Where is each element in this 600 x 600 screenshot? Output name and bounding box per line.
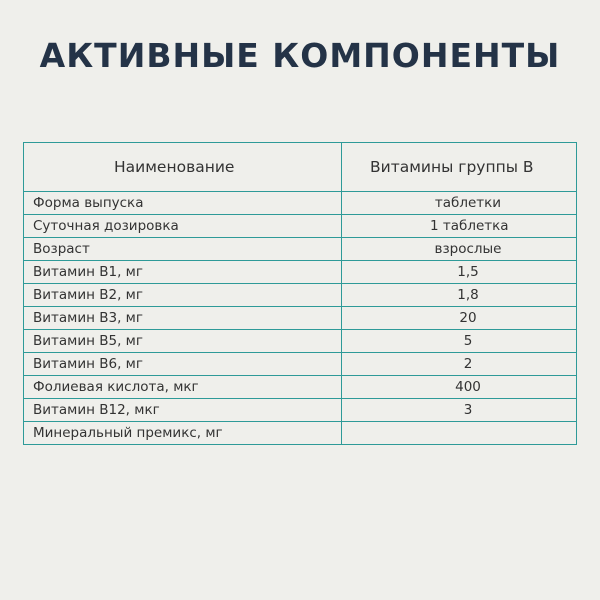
table-row [24, 353, 577, 376]
row-name: Минеральный премикс, мг [24, 422, 342, 445]
row-value [342, 307, 577, 330]
table-row [24, 422, 577, 445]
row-value [342, 399, 577, 422]
table-row [24, 261, 577, 284]
components-table [23, 142, 577, 445]
row-value-text: 2 [463, 356, 473, 372]
row-value [342, 330, 577, 353]
row-name: Витамин В5, мг [24, 330, 342, 353]
row-name: Витамин В12, мкг [24, 399, 342, 422]
page-title: АКТИВНЫЕ КОМПОНЕНТЫ [39, 36, 561, 75]
row-value [342, 215, 577, 238]
table-row [24, 215, 577, 238]
row-value [342, 261, 577, 284]
table-row [24, 330, 577, 353]
table-row [24, 399, 577, 422]
row-name: Витамин В1, мг [24, 261, 342, 284]
row-value [342, 376, 577, 399]
row-name: Возраст [24, 238, 342, 261]
row-value-text: 5 [463, 333, 473, 349]
row-value-text: 1,5 [457, 264, 479, 280]
row-name: Форма выпуска [24, 192, 342, 215]
row-name: Витамин В6, мг [24, 353, 342, 376]
table-row [24, 192, 577, 215]
row-value [342, 422, 577, 445]
row-value-text: взрослые [434, 241, 502, 257]
row-value [342, 284, 577, 307]
column-header-name: Наименование [24, 143, 342, 192]
row-value-text: 400 [455, 379, 481, 395]
table-row [24, 284, 577, 307]
row-value-text: 1 таблетка [430, 218, 509, 234]
row-value-text: 3 [463, 402, 473, 418]
row-value-text: 1,8 [457, 287, 479, 303]
row-value-text: 20 [459, 310, 477, 326]
row-name: Фолиевая кислота, мкг [24, 376, 342, 399]
table-row [24, 238, 577, 261]
row-value [342, 192, 577, 215]
column-header-product: Витамины группы В [342, 143, 577, 192]
row-value [342, 238, 577, 261]
row-name: Витамин В3, мг [24, 307, 342, 330]
row-value [342, 353, 577, 376]
row-value-text: таблетки [434, 195, 502, 211]
row-name: Суточная дозировка [24, 215, 342, 238]
row-name: Витамин В2, мг [24, 284, 342, 307]
table-header-row [24, 143, 577, 192]
table-row [24, 376, 577, 399]
table-row [24, 307, 577, 330]
